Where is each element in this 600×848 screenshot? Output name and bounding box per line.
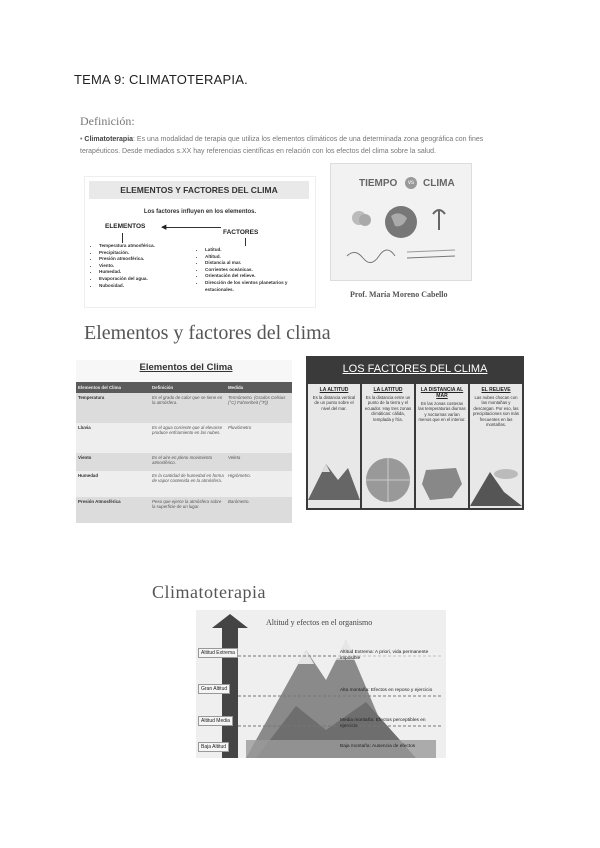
section-title-climatoterapia: Climatoterapia [152,582,266,602]
factor-text: Es la distancia entre un punto de la tierra y el ecuador. Hay tres zonas climáticas: cálida, templada y fría. [364,395,412,422]
factor-column-latitud [362,384,414,508]
table-cell: Veleta [226,453,292,471]
globe-icon [362,456,414,506]
elemento-item: • Nubosidad. [99,283,199,290]
mountain-rain-icon [470,466,522,506]
elementos-table [76,382,292,523]
table-row [76,423,292,453]
factores-connector [245,238,246,246]
section-title-elementos-factores: Elementos y factores del clima [84,322,331,344]
table-cell: Lluvia [76,423,150,453]
table-cell: Viento [76,453,150,471]
factores-list [195,247,313,293]
climate-line [407,250,455,252]
elemento-item: • Presión atmosférica. [99,256,199,263]
level-label: Baja Altitud [198,742,229,752]
cloud-icon [359,214,371,226]
bullet-icon: • [80,136,85,143]
elemento-item: • Viento. [99,263,199,270]
table-cell: Termómetro. (Grados Celsius (°C) Fahrenheit (°F)) [226,393,292,423]
definition-term: Climatoterapia [84,136,134,143]
table-header: Definición [150,382,226,393]
factor-column-distancia [416,384,468,508]
factor-title: LA LATITUD [373,387,403,393]
table-cell: Es el aire en pleno movimiento atmosférico. [150,453,226,471]
table-cell: Higrómetro. [226,471,292,497]
level-label: Altitud Extrema [198,648,238,658]
table-cell: Temperatura [76,393,150,423]
table-row [76,393,292,423]
snow-cap [298,650,314,664]
elemento-item: • Humedad. [99,269,199,276]
clima-word: CLIMA [423,178,455,189]
table-cell: Es el agua corriente que al elevarse produce enfriamiento en las nubes. [150,423,226,453]
table-row [76,453,292,471]
elementos-label: ELEMENTOS [105,223,146,230]
altitud-efectos-image [196,610,446,758]
elemento-item: • Evaporación del agua. [99,276,199,283]
table-row [76,497,292,523]
elementos-factores-image [84,176,316,308]
tiempo-clima-illustration [341,200,461,276]
factor-item: • Latitud. [205,247,313,254]
factores-label: FACTORES [223,229,259,236]
mountain-icon [308,450,360,500]
page-title: TEMA 9: CLIMATOTERAPIA. [74,72,248,87]
figure2-caption: Prof. María Moreno Cabello [350,290,448,299]
factor-text: Las nubes chocan con las montañas y descargan. Por eso, las precipitaciones son más frecuentes en las montañas. [472,395,520,428]
level-label: Altitud Media [198,716,233,726]
tiempo-word: TIEMPO [359,178,398,189]
map-icon [416,464,468,504]
factor-column-altitud [308,384,360,508]
factores-clima-image [306,356,524,510]
table-cell: Peso que ejerce la atmósfera sobre la superficie de un lugar. [150,497,226,523]
figure3-title: Elementos del Clima [139,362,233,373]
factor-item: • Altitud. [205,254,313,261]
table-header: Medida [226,382,292,393]
weather-wave-line [347,250,395,263]
level-label: Gran Altitud [198,684,230,694]
arrow-left-icon: ◀ [161,224,167,231]
elementos-clima-table-image [76,360,292,520]
table-row [76,471,292,497]
factor-title: EL RELIEVE [481,387,511,393]
factor-item: • Orientación del relieve. [205,273,313,280]
factor-item: • Dirección de los vientos planetarios y estacionales. [205,280,313,293]
tiempo-clima-image [330,163,472,281]
factor-text: Es la distancia vertical de un punto sobre el nivel del mar. [312,395,356,411]
vs-badge: vs [405,177,417,189]
palm-tree-icon [433,210,445,230]
effect-text: Altitud Extrema: A priori, vida permanente imposible [340,650,429,661]
factor-title: LA ALTITUD [319,387,349,393]
table-cell: Es la cantidad de humedad en forma de vapor contenida en la atmósfera. [150,471,226,497]
figure1-subtitle: Los factores influyen en los elementos. [143,209,257,215]
elemento-item: • Precipitación. [99,250,199,257]
elementos-list [89,243,199,289]
climate-line [407,256,455,258]
factor-title: LA DISTANCIA AL MAR [420,387,464,399]
table-cell: Pluviómetro [226,423,292,453]
definition-heading: Definición: [80,114,135,128]
table-cell: Es el grado de calor que se tiene en la atmósfera. [150,393,226,423]
altitude-illustration [196,610,446,758]
effect-text: Media montaña: Efectos perceptibles en ejercicio [340,718,426,729]
table-cell: Humedad [76,471,150,497]
factor-text: En las zonas costeras las temperaturas diurnas y nocturnas varían menos que en el interior. [418,401,466,423]
definition-text: : Es una modalidad de terapia que utiliza los elementos climáticos de una determinada zona geográfica con fines terapéuticos. Desde mediados s.XX hay referencias científicas en relación con los efectos del clima sobre la salud. [80,136,484,155]
elementos-connector [122,233,123,243]
arrow-line [165,227,221,228]
factor-item: • Corrientes oceánicas. [205,267,313,274]
effect-text: Baja montaña: Ausencia de efectos [340,744,416,749]
table-cell: Barómetro. [226,497,292,523]
figure5-title: Altitud y efectos en el organismo [266,618,373,627]
elemento-item: • Temperatura atmosférica. [99,243,199,250]
table-header: Elementos del Clima [76,382,150,393]
effect-text: Alta montaña: Efectos en reposo y ejercicio [340,688,433,693]
factor-column-relieve [470,384,522,508]
definition-bullet [80,134,520,158]
figure4-banner: LOS FACTORES DEL CLIMA [342,363,488,375]
figure1-header: ELEMENTOS Y FACTORES DEL CLIMA [89,181,309,199]
factor-item: • Distancia al mar. [205,260,313,267]
table-cell: Presión Atmosférica [76,497,150,523]
